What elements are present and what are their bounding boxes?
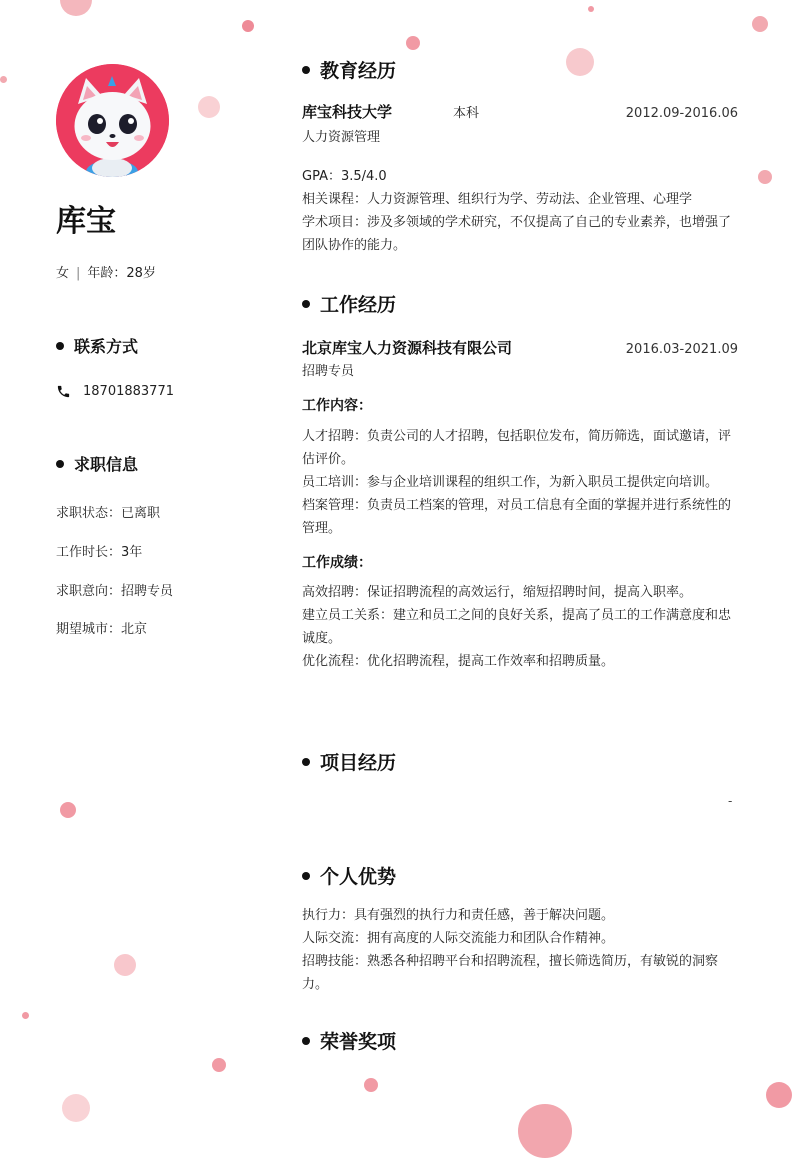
- courses: 相关课程：人力资源管理、组织行为学、劳动法、企业管理、心理学: [302, 192, 693, 207]
- project-placeholder-dash: -: [728, 794, 733, 808]
- decor-dot: [364, 1078, 378, 1092]
- bullet-icon: [56, 342, 64, 350]
- work-title: 工作经历: [320, 294, 397, 316]
- project-title: 项目经历: [320, 752, 397, 774]
- decor-dot: [518, 1104, 572, 1158]
- education-title: 教育经历: [320, 60, 397, 82]
- achievement-item: 建立员工关系：建立和员工之间的良好关系，提高了员工的工作满意度和忠诚度。: [302, 608, 732, 646]
- contact-heading: [56, 334, 138, 357]
- company-name: 北京库宝人力资源科技有限公司: [302, 339, 513, 357]
- work-content-title: 工作内容：: [302, 398, 372, 414]
- work-heading: [302, 290, 396, 317]
- cat-mascot-icon: [56, 64, 169, 177]
- decor-dot: [114, 954, 136, 976]
- decor-dot: [62, 1094, 90, 1122]
- basic-info: [56, 262, 156, 281]
- decor-dot: [60, 0, 92, 16]
- school-name: 库宝科技大学: [302, 103, 393, 121]
- decor-dot: [242, 20, 254, 32]
- decor-dot: [0, 76, 7, 83]
- work-content-item: 员工培训：参与企业培训课程的组织工作，为新入职员工提供定向培训。: [302, 475, 719, 490]
- education-heading: [302, 56, 396, 83]
- project-heading: [302, 748, 396, 775]
- job-seeking-heading: [56, 452, 138, 475]
- honors-title: 荣誉奖项: [320, 1031, 397, 1053]
- gpa: GPA：3.5/4.0: [302, 169, 387, 184]
- contact-title: 联系方式: [74, 337, 139, 356]
- phone-row: [56, 384, 174, 399]
- work-date: 2016.03-2021.09: [625, 342, 738, 357]
- job-status: 求职状态：已离职: [56, 506, 161, 521]
- decor-dot: [766, 1082, 792, 1108]
- decor-dot: [60, 802, 76, 818]
- expected-city: 期望城市：北京: [56, 622, 148, 637]
- degree: 本科: [453, 106, 480, 121]
- education-section: [302, 101, 738, 257]
- major: 人力资源管理: [302, 130, 381, 145]
- separator: |: [76, 266, 81, 281]
- bullet-icon: [302, 66, 310, 74]
- work-section: [302, 337, 738, 673]
- phone-number: 18701883771: [83, 384, 174, 399]
- achievement-item: 高效招聘：保证招聘流程的高效运行，缩短招聘时间，提高入职率。: [302, 585, 693, 600]
- education-date: 2012.09-2016.06: [625, 106, 738, 121]
- strengths-heading: [302, 862, 396, 889]
- achievement-item: 优化流程：优化招聘流程，提高工作效率和招聘质量。: [302, 654, 615, 669]
- decor-dot: [406, 36, 420, 50]
- work-content-item: 档案管理：负责员工档案的管理，对员工信息有全面的掌握并进行系统性的管理。: [302, 498, 732, 536]
- decor-dot: [198, 96, 220, 118]
- honors-heading: [302, 1027, 396, 1054]
- bullet-icon: [302, 872, 310, 880]
- phone-icon: [56, 384, 71, 399]
- decor-dot: [752, 16, 768, 32]
- work-duration: 工作时长：3年: [56, 545, 143, 560]
- strength-item: 人际交流：拥有高度的人际交流能力和团队合作精神。: [302, 931, 615, 946]
- bullet-icon: [302, 300, 310, 308]
- decor-dot: [758, 170, 772, 184]
- decor-dot: [566, 48, 594, 76]
- strength-item: 执行力：具有强烈的执行力和责任感，善于解决问题。: [302, 908, 615, 923]
- strengths-title: 个人优势: [320, 866, 397, 888]
- work-content-item: 人才招聘：负责公司的人才招聘，包括职位发布，简历筛选，面试邀请，评估评价。: [302, 429, 732, 467]
- decor-dot: [22, 1012, 29, 1019]
- bullet-icon: [302, 758, 310, 766]
- academic-projects: 学术项目：涉及多领域的学术研究，不仅提高了自己的专业素养，也增强了团队协作的能力。: [302, 215, 732, 253]
- avatar: [56, 64, 169, 177]
- bullet-icon: [302, 1037, 310, 1045]
- gender: 女: [56, 266, 70, 281]
- work-achievements-title: 工作成绩：: [302, 555, 372, 571]
- position: 招聘专员: [302, 364, 355, 379]
- bullet-icon: [56, 460, 64, 468]
- job-seeking-title: 求职信息: [74, 455, 139, 474]
- job-intention: 求职意向：招聘专员: [56, 584, 174, 599]
- decor-dot: [588, 6, 594, 12]
- candidate-name: 库宝: [56, 204, 116, 239]
- strength-item: 招聘技能：熟悉各种招聘平台和招聘流程，擅长筛选简历，有敏锐的洞察力。: [302, 954, 719, 992]
- decor-dot: [212, 1058, 226, 1072]
- strengths-section: [302, 904, 738, 996]
- age: 年龄：28岁: [87, 266, 156, 281]
